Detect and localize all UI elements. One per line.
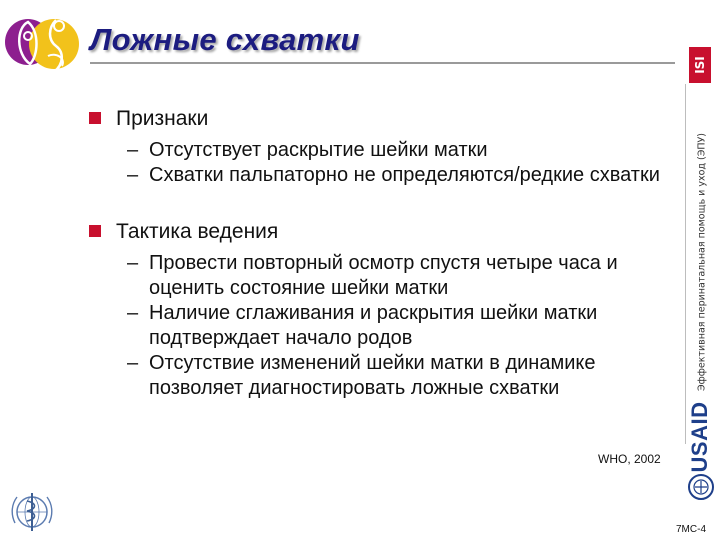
title-divider (90, 62, 675, 64)
sub-item-text: Отсутствует раскрытие шейки матки (149, 139, 488, 161)
sub-item (86, 351, 681, 401)
sub-item-text: Отсутствие изменений шейки матки в динамике позволяет диагностировать ложные схватки (149, 352, 596, 399)
sub-item (86, 138, 681, 163)
sub-item-text: Провести повторный осмотр спустя четыре часа и оценить состояние шейки матки (149, 252, 618, 299)
sub-item-text: Схватки пальпаторно не определяются/редкие схватки (149, 164, 660, 186)
section-signs (86, 106, 681, 188)
isi-badge (689, 47, 711, 83)
program-logo (4, 6, 84, 78)
isi-badge-label: ISI (693, 56, 707, 74)
sub-item (86, 163, 681, 188)
sub-list (86, 251, 681, 401)
bullet-heading (86, 106, 681, 132)
bullet-heading-text: Признаки (116, 107, 209, 130)
sub-item (86, 251, 681, 301)
sidebar-divider (685, 84, 686, 444)
slide-content (86, 106, 681, 401)
who-emblem-icon (7, 487, 57, 537)
sub-item-text: Наличие сглаживания и раскрытия шейки матки подтверждает начало родов (149, 302, 598, 349)
bullet-square-icon (89, 112, 101, 124)
dash-marker: – (127, 164, 139, 186)
dash-marker: – (127, 252, 139, 274)
usaid-logo: USAID (687, 401, 712, 473)
bullet-square-icon (89, 225, 101, 237)
sub-item (86, 301, 681, 351)
dash-marker: – (127, 352, 139, 374)
section-management (86, 219, 681, 401)
slide-title: Ложные схватки (90, 22, 360, 57)
program-name: Эффективная перинатальная помощь и уход (ЭПУ) (696, 132, 708, 392)
slide-code: 7MC-4 (676, 524, 707, 535)
bullet-heading-text: Тактика ведения (116, 220, 279, 243)
usaid-seal-icon (687, 470, 715, 504)
dash-marker: – (127, 139, 139, 161)
dash-marker: – (127, 302, 139, 324)
citation: WHO, 2002 (598, 452, 661, 466)
sub-list (86, 138, 681, 188)
bullet-heading (86, 219, 681, 245)
